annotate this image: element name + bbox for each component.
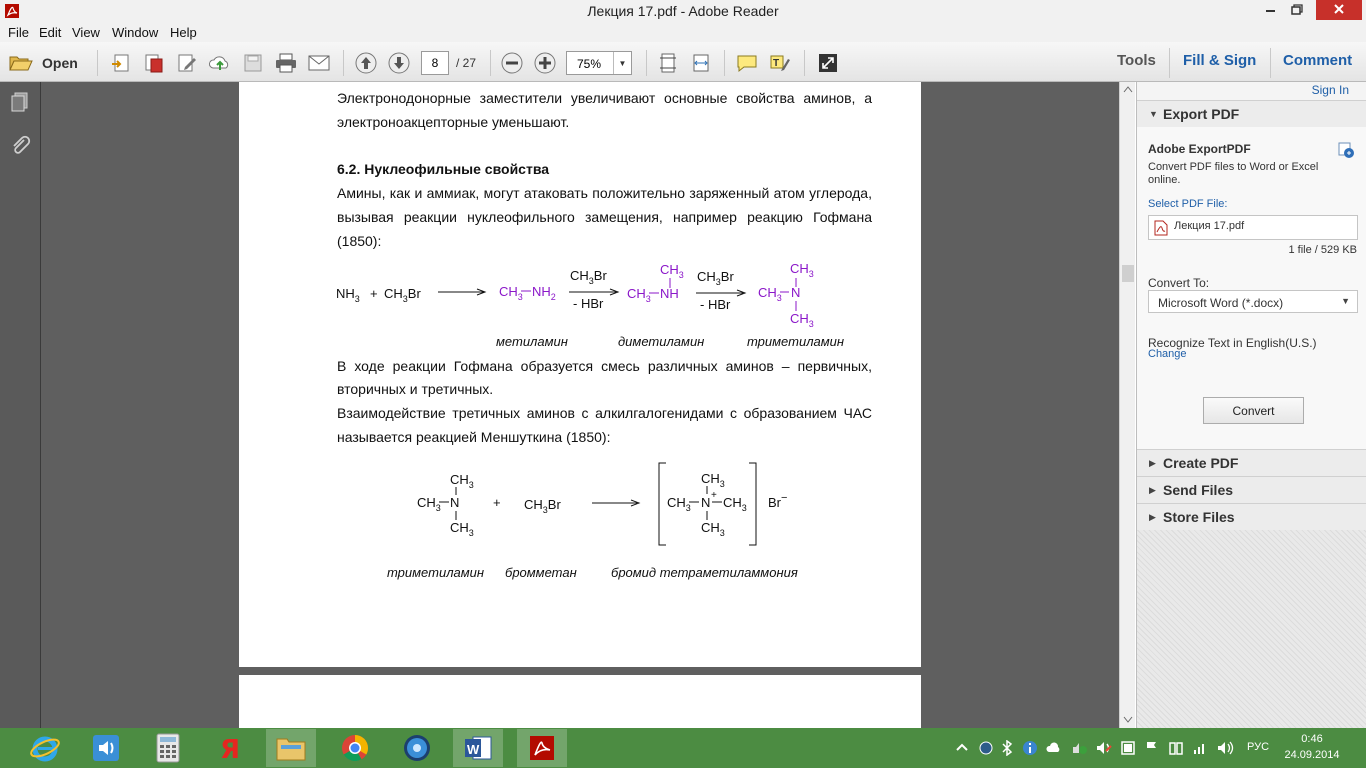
network-bars-icon[interactable]: [1192, 740, 1208, 756]
paragraph-line: вызывая реакции нуклеофильного замещения, например реакцию Гофмана: [337, 209, 872, 225]
edit-pdf-icon[interactable]: [174, 50, 200, 76]
service-description: online.: [1148, 174, 1181, 186]
minimize-button[interactable]: [1259, 0, 1281, 20]
cloud-sync-icon[interactable]: [1046, 740, 1062, 756]
save-icon[interactable]: [240, 50, 266, 76]
bracket-right: [749, 463, 756, 545]
recognize-text-label: Recognize Text in English(U.S.): [1148, 336, 1317, 350]
paragraph-line: В ходе реакции Гофмана образуется смесь различных аминов – первичных,: [337, 358, 872, 374]
main-toolbar: [0, 42, 1366, 82]
paragraph-line: электроноакцепторные уменьшают.: [337, 114, 570, 130]
svg-text:NH2: $NH_2$: [532, 284, 556, 302]
zoom-select[interactable]: [566, 51, 632, 75]
file-explorer-icon[interactable]: [266, 729, 316, 767]
paragraph-line: вторичных и третичных.: [337, 381, 494, 397]
upload-cloud-icon[interactable]: [207, 50, 233, 76]
paragraph-line: называется реакцией Меншуткина (1850):: [337, 429, 611, 445]
close-button[interactable]: [1316, 0, 1362, 20]
methylamine-formula: [499, 284, 556, 302]
full-screen-icon[interactable]: [815, 50, 841, 76]
open-label: Open: [42, 55, 78, 71]
navigation-pane: [0, 82, 41, 728]
clock-date[interactable]: 24.09.2014: [1284, 749, 1340, 761]
media-app-icon[interactable]: [392, 729, 442, 767]
chevron-right-icon: ▶: [1149, 458, 1156, 468]
toolbar-separator: [1270, 48, 1271, 78]
input-language-indicator[interactable]: РУС: [1247, 741, 1270, 753]
open-button[interactable]: [8, 49, 78, 77]
paragraph-line: Электронодонорные заместители увеличивают основные свойства аминов, а: [337, 90, 872, 106]
toolbar-separator: [804, 50, 805, 76]
toolbar-separator: [646, 50, 647, 76]
speaker-app-icon[interactable]: [81, 729, 131, 767]
yandex-browser-icon[interactable]: [204, 729, 254, 767]
print-icon[interactable]: [273, 50, 299, 76]
restore-button[interactable]: [1281, 0, 1311, 20]
selected-file-box[interactable]: [1148, 215, 1358, 240]
fit-page-icon[interactable]: [655, 50, 681, 76]
svg-text:CH3: $CH_3$: [701, 471, 725, 489]
chevron-down-icon: ▼: [1341, 296, 1350, 306]
pdf-page: [239, 675, 921, 728]
svg-text:CH3: $CH_3$: [790, 261, 814, 279]
compound-name: метиламин: [496, 334, 568, 349]
dimethylamine-formula: [627, 262, 684, 304]
toolbar-separator: [1169, 48, 1170, 78]
compound-name: бромметан: [505, 565, 577, 580]
svg-text:Я: Я: [220, 735, 241, 763]
page-total: / 27: [456, 56, 477, 70]
zoom-value: 75%: [577, 57, 602, 71]
trimethylamine-formula: [758, 261, 814, 329]
menu-file[interactable]: File: [8, 25, 29, 40]
export-pdf-header[interactable]: ▼ Export PDF: [1137, 100, 1366, 127]
sign-in-link[interactable]: Sign In: [1311, 83, 1349, 97]
device-status-icon[interactable]: [1168, 740, 1184, 756]
paragraph-line: Амины, как и аммиак, могут атаковать положительно заряженный атом углерода,: [337, 185, 872, 201]
create-pdf-header[interactable]: ▶ Create PDF: [1137, 449, 1366, 476]
pdf-page: [239, 82, 921, 667]
internet-explorer-icon[interactable]: [20, 729, 70, 767]
scroll-down-icon[interactable]: [1123, 716, 1133, 724]
compound-name: бромид тетраметиламмония: [611, 565, 798, 580]
svg-text:CH3: $CH_3$: [701, 520, 725, 538]
panel-empty-area: [1137, 530, 1366, 728]
page-number-input[interactable]: 8: [421, 51, 449, 75]
svg-text:CH3: $CH_3$: [627, 286, 651, 304]
bromide-anion: Br−: [768, 492, 788, 510]
chevron-down-icon[interactable]: ▼: [613, 52, 631, 74]
tools-panel: [1136, 82, 1366, 728]
window-title: Лекция 17.pdf - Adobe Reader: [587, 3, 779, 19]
chevron-right-icon: ▶: [1149, 512, 1156, 522]
compound-name: триметиламин: [387, 565, 485, 580]
compound-name: триметиламин: [747, 334, 845, 349]
tetramethylammonium-structure: [667, 471, 747, 538]
reagent-formula: $CH_3Br$: [570, 268, 607, 286]
create-pdf-icon[interactable]: [108, 50, 134, 76]
display-icon[interactable]: [1120, 740, 1136, 756]
tools-pane-link[interactable]: Tools: [1117, 52, 1156, 69]
page-thumbnails-icon[interactable]: [9, 91, 31, 113]
show-hidden-icons-icon[interactable]: [955, 741, 969, 755]
menshutkin-reaction-scheme: [409, 457, 809, 552]
svg-text:CH3: $CH_3$: [660, 262, 684, 280]
svg-text:N: N: [701, 495, 711, 510]
vertical-scrollbar[interactable]: [1119, 82, 1135, 728]
ammonia-formula: $NH_3$: [336, 286, 360, 304]
bromomethane-formula: $CH_3Br$: [524, 497, 561, 515]
bracket-left: [659, 463, 666, 545]
select-file-label[interactable]: Select PDF File:: [1148, 198, 1228, 210]
previous-page-icon[interactable]: [353, 50, 379, 76]
action-center-icon[interactable]: [1070, 740, 1088, 756]
calculator-icon[interactable]: [143, 729, 193, 767]
svg-text:CH3: $CH_3$: [450, 520, 474, 538]
toolbar-separator: [724, 50, 725, 76]
svg-text:CH3: $CH_3$: [499, 284, 523, 302]
byproduct-label: - HBr: [700, 297, 731, 312]
zoom-out-icon[interactable]: [499, 50, 525, 76]
svg-text:CH3: $CH_3$: [790, 311, 814, 329]
chevron-right-icon: ▶: [1149, 485, 1156, 495]
zoom-in-icon[interactable]: [532, 50, 558, 76]
network-status-icon[interactable]: [978, 740, 994, 756]
comment-pane-link[interactable]: Comment: [1283, 52, 1353, 69]
adobe-reader-taskbar-icon[interactable]: [517, 729, 567, 767]
bromomethane-formula: $CH_3Br$: [384, 286, 421, 304]
scroll-thumb[interactable]: [1122, 265, 1134, 282]
volume-icon[interactable]: [1095, 740, 1113, 756]
speaker-volume-icon[interactable]: [1216, 740, 1234, 756]
export-pdf-body: [1137, 127, 1366, 453]
next-page-icon[interactable]: [386, 50, 412, 76]
toolbar-separator: [343, 50, 344, 76]
file-name: Лекция 17.pdf: [1174, 220, 1245, 232]
plus-sign: +: [370, 286, 378, 301]
svg-text:N: N: [791, 285, 801, 300]
document-view[interactable]: [41, 82, 1119, 728]
fit-width-icon[interactable]: [688, 50, 714, 76]
chrome-icon[interactable]: [330, 729, 380, 767]
menu-window[interactable]: Window: [112, 25, 159, 40]
svg-text:CH3: $CH_3$: [758, 285, 782, 303]
convert-format-value: Microsoft Word (*.docx): [1158, 296, 1284, 310]
toolbar-separator: [97, 50, 98, 76]
bluetooth-icon[interactable]: [1000, 740, 1014, 756]
flag-icon[interactable]: [1144, 740, 1160, 756]
section-heading: 6.2. Нуклеофильные свойства: [337, 161, 550, 177]
menu-bar: [0, 24, 1366, 42]
svg-text:W: W: [467, 742, 480, 757]
change-language-link[interactable]: Change: [1148, 348, 1187, 360]
send-files-header[interactable]: ▶ Send Files: [1137, 476, 1366, 503]
attachments-icon[interactable]: [9, 135, 31, 157]
svg-text:CH3: $CH_3$: [667, 495, 691, 513]
scroll-up-icon[interactable]: [1123, 85, 1133, 93]
fill-sign-pane-link[interactable]: Fill & Sign: [1183, 52, 1257, 69]
svg-text:CH3: $CH_3$: [723, 495, 747, 513]
paragraph-line: (1850):: [337, 233, 382, 249]
service-description: Convert PDF files to Word or Excel: [1148, 161, 1319, 173]
export-info-icon[interactable]: [1337, 141, 1355, 159]
trimethylamine-structure: [417, 472, 474, 538]
plus-sign: +: [493, 495, 501, 510]
compound-name: диметиламин: [618, 334, 705, 349]
file-info: 1 file / 529 KB: [1288, 244, 1357, 256]
info-icon[interactable]: [1022, 740, 1038, 756]
byproduct-label: - HBr: [573, 296, 604, 311]
clock-time[interactable]: 0:46: [1301, 733, 1323, 745]
cation-charge: +: [711, 490, 717, 501]
store-files-header[interactable]: ▶ Store Files: [1137, 503, 1366, 530]
svg-text:NH: NH: [660, 286, 679, 301]
sticky-note-icon[interactable]: [734, 50, 760, 76]
email-icon[interactable]: [306, 50, 332, 76]
pdf-file-icon: [1154, 220, 1168, 236]
menu-view[interactable]: View: [72, 25, 100, 40]
convert-button[interactable]: Convert: [1203, 397, 1304, 424]
chevron-down-icon: ▼: [1149, 109, 1158, 119]
service-title: Adobe ExportPDF: [1148, 142, 1251, 156]
svg-text:CH3: $CH_3$: [450, 472, 474, 490]
word-icon[interactable]: [453, 729, 503, 767]
menu-edit[interactable]: Edit: [39, 25, 62, 40]
reagent-formula: $CH_3Br$: [697, 269, 734, 287]
convert-to-label: Convert To:: [1148, 276, 1210, 290]
toolbar-separator: [490, 50, 491, 76]
menu-help[interactable]: Help: [170, 25, 197, 40]
combine-pdf-icon[interactable]: [141, 50, 167, 76]
convert-format-select[interactable]: [1148, 290, 1358, 313]
taskbar: [0, 728, 1366, 768]
paragraph-line: Взаимодействие третичных аминов с алкилгалогенидами с образованием ЧАС: [337, 405, 872, 421]
title-bar: [0, 0, 1366, 24]
folder-open-icon: [8, 53, 34, 73]
highlight-text-icon[interactable]: [767, 50, 793, 76]
svg-text:CH3: $CH_3$: [417, 495, 441, 513]
svg-text:N: N: [450, 495, 460, 510]
svg-text:T: T: [773, 58, 780, 69]
